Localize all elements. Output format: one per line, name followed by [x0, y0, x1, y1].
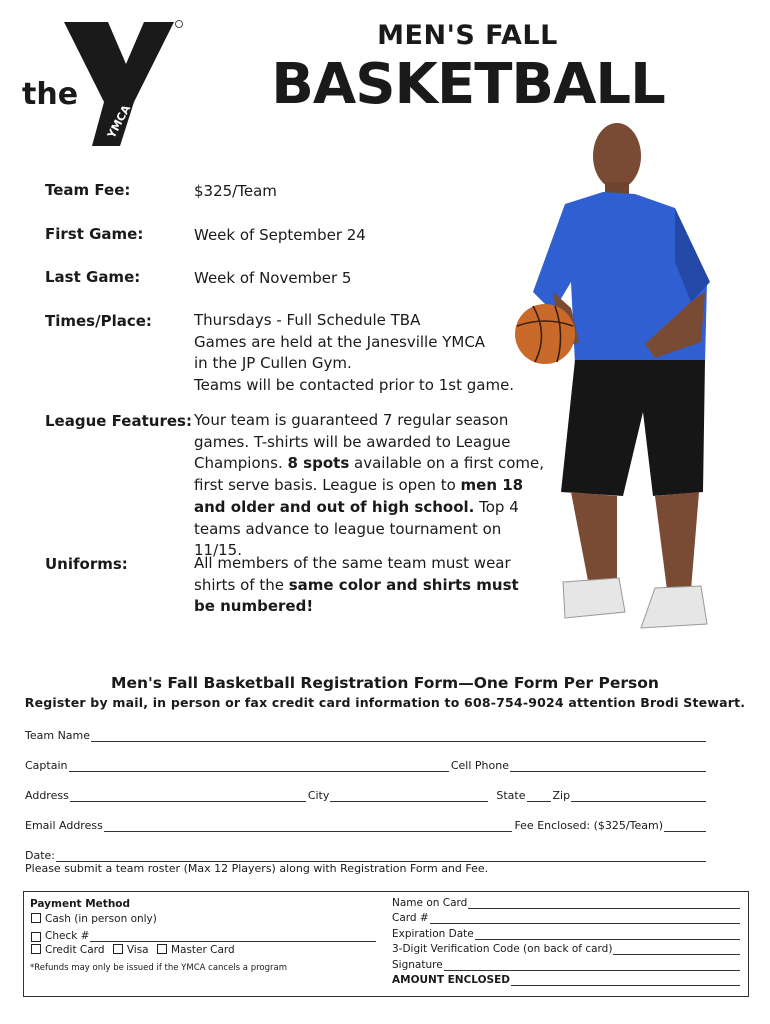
check-checkbox[interactable] [31, 932, 41, 942]
signature-field[interactable]: Signature [392, 958, 742, 971]
times-line: Teams will be contacted prior to 1st game. [194, 376, 515, 395]
payment-heading: Payment Method [30, 898, 131, 910]
refund-note: *Refunds may only be issued if the YMCA cancels a program [30, 963, 288, 973]
last-game-value: Week of November 5 [194, 269, 352, 287]
name-on-card-field[interactable]: Name on Card [392, 896, 742, 909]
logo-word: the [22, 77, 79, 112]
first-game-label: First Game: [45, 225, 144, 243]
times-line: Thursdays - Full Schedule TBA [194, 311, 421, 329]
address-row[interactable]: Address City State Zip [25, 786, 708, 802]
times-place-value [194, 310, 554, 397]
first-game-value: Week of September 24 [194, 226, 366, 244]
times-place-label: Times/Place: [45, 312, 152, 330]
cvv-field[interactable]: 3-Digit Verification Code (on back of card) [392, 942, 742, 955]
roster-note: Please submit a team roster (Max 12 Players) along with Registration Form and Fee. [25, 862, 489, 875]
team-fee-label: Team Fee: [45, 181, 131, 199]
email-row[interactable]: Email Address Fee Enclosed: ($325/Team) [25, 816, 708, 832]
credit-checkbox[interactable] [31, 944, 41, 954]
uniforms-label: Uniforms: [45, 555, 128, 573]
logo-ymca: YMCA [104, 102, 134, 141]
captain-row[interactable]: Captain Cell Phone [25, 756, 708, 772]
times-line: in the JP Cullen Gym. [194, 354, 352, 373]
team-name-field[interactable]: Team Name [25, 726, 708, 742]
visa-checkbox[interactable] [113, 944, 123, 954]
card-number-field[interactable]: Card # [392, 911, 742, 924]
master-checkbox[interactable] [157, 944, 167, 954]
expiration-field[interactable]: Expiration Date [392, 927, 742, 940]
ymca-logo [22, 18, 202, 158]
title-big: BASKETBALL [271, 52, 665, 117]
check-option[interactable]: Check # [30, 929, 378, 942]
cash-checkbox[interactable] [31, 913, 41, 923]
amount-enclosed-field[interactable]: AMOUNT ENCLOSED [392, 973, 742, 986]
title-small: MEN'S FALL [377, 20, 558, 51]
league-features-label: League Features: [45, 412, 192, 430]
card-options: Credit Card Visa Master Card [30, 944, 235, 956]
last-game-label: Last Game: [45, 268, 141, 286]
form-subtitle: Register by mail, in person or fax credit card information to 608-754-9024 attention Brodi Stewart. [24, 695, 746, 710]
form-title: Men's Fall Basketball Registration Form—One Form Per Person [111, 674, 659, 692]
league-features-value: Your team is guaranteed 7 regular season games. T-shirts will be awarded to League Champions. 8 spots available on a first come, first serve basis. League is open to men 18 and older and out of high school. Top 4 teams advance to league tournament on 11/15. [194, 411, 545, 560]
times-line: Games are held at the Janesville YMCA [194, 332, 486, 351]
date-field[interactable]: Date: [25, 846, 708, 862]
cash-option[interactable]: Cash (in person only) [30, 913, 157, 925]
uniforms-value: All members of the same team must wear shirts of the same color and shirts must be numbered! [194, 554, 519, 616]
team-fee-value: $325/Team [194, 182, 277, 200]
